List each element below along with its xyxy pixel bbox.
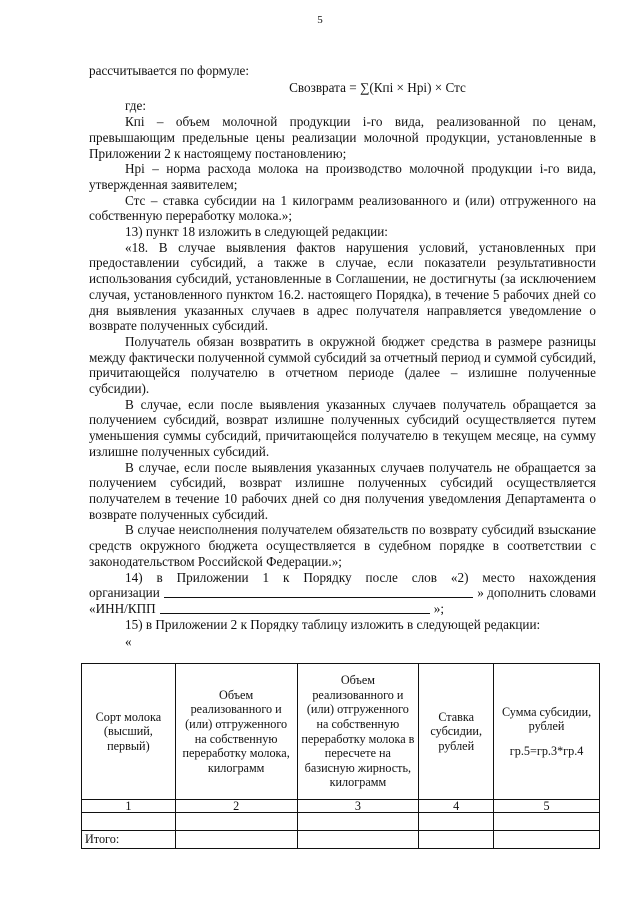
- definition-npi: Нрi – норма расхода молока на производство молочной продукции i-го вида, утвержденная заявителем;: [89, 161, 596, 192]
- table-empty-row: [82, 813, 600, 831]
- table-number-row: [82, 800, 600, 813]
- document-body: [89, 63, 596, 650]
- definition-kpi: Кпi – объем молочной продукции i-го вида, реализованной по ценам, превышающим предельные цены реализации молочной продукции, установленные в Приложении 2 к настоящему постановлению;: [89, 114, 596, 161]
- inn-kpp-label: «ИНН/КПП: [89, 600, 156, 616]
- header-milk-grade: Сорт молока (высший, первый): [82, 664, 176, 800]
- table-cell: [494, 813, 600, 831]
- col-number-5: 5: [494, 800, 600, 813]
- header-volume: Объем реализованного и (или) отгруженного на собственную переработку молока, килограмм: [175, 664, 297, 800]
- clause-18: «18. В случае выявления фактов нарушения условий, установленных при предоставлении субсидий, а также в случае, если показатели результативности использования субсидий, установленные в Соглашении, не достигнуты (за исключением случая, установленного пунктом 16.2. настоящего Порядка), в течение 5 рабочих дней со дня выявления указанных случаев в адрес получателя направляется уведомление о возврате полученных субсидий.: [89, 239, 596, 334]
- col-number-4: 4: [419, 800, 494, 813]
- subsidy-table: [81, 663, 600, 849]
- table-cell: [494, 831, 600, 849]
- table-cell: [297, 831, 419, 849]
- definition-stc: Стс – ставка субсидии на 1 килограмм реализованного и (или) отгруженного на собственную переработку молока.»;: [89, 192, 596, 224]
- header-sum-formula: гр.5=гр.3*гр.4: [509, 743, 584, 758]
- paragraph-obligated: Получатель обязан возвратить в окружной бюджет средства в размере разницы между фактически полученной суммой субсидий за отчетный период и суммой субсидий, причитающейся получателю в отчетном периоде (далее – излишне полученные субсидии).: [89, 333, 596, 397]
- quote-open: «: [125, 634, 132, 650]
- paragraph-not-applies: В случае, если после выявления указанных случаев получатель не обращается за получением субсидий, возврат излишне полученных субсидий осуществляется получателем в течение 10 рабочих дней со дня получения уведомления Департамента о возврате полученных субсидий.: [89, 459, 596, 522]
- table-cell: [82, 813, 176, 831]
- paragraph-failure: В случае неисполнения получателем обязательств по возврату субсидий взыскание средств окружного бюджета осуществляется в судебном порядке в соответствии с законодательством Российской Федерации.»;: [89, 522, 596, 569]
- organization-blank: [164, 597, 473, 598]
- table-cell: [175, 813, 297, 831]
- inn-kpp-suffix: »;: [433, 600, 444, 616]
- total-label: Итого:: [82, 831, 176, 849]
- col-number-2: 2: [175, 800, 297, 813]
- inn-kpp-blank: [160, 613, 430, 614]
- item-14-line-2: [89, 585, 596, 601]
- item-13: 13) пункт 18 изложить в следующей редакции:: [125, 224, 388, 240]
- header-rate: Ставка субсидии, рублей: [419, 664, 494, 800]
- table-total-row: [82, 831, 600, 849]
- item-14-line-1: 14) в Приложении 1 к Порядку после слов «2) место нахождения: [125, 569, 596, 585]
- table-cell: [175, 831, 297, 849]
- item-15: 15) в Приложении 2 к Порядку таблицу изложить в следующей редакции:: [125, 616, 541, 632]
- table-cell: [419, 831, 494, 849]
- table-cell: [419, 813, 494, 831]
- table-header-row: [82, 664, 600, 800]
- col-number-1: 1: [82, 800, 176, 813]
- where-label: где:: [125, 98, 146, 114]
- item-14-line-3: [89, 601, 444, 617]
- header-volume-base-fat: Объем реализованного и (или) отгруженного на собственную переработку молока в пересчете на базисную жирность, килограмм: [297, 664, 419, 800]
- formula: Cвозврата = ∑(Кпi × Нрi) × Стс: [289, 79, 466, 95]
- header-sum: [494, 664, 600, 800]
- organization-suffix: » дополнить словами: [477, 585, 596, 601]
- formula-intro: рассчитывается по формуле:: [89, 63, 250, 78]
- page-number: 5: [317, 14, 323, 26]
- col-number-3: 3: [297, 800, 419, 813]
- table-cell: [297, 813, 419, 831]
- header-sum-label: Сумма субсидии, рублей: [501, 704, 592, 734]
- paragraph-applies: В случае, если после выявления указанных случаев получатель обращается за получением субсидий, возврат излишне полученных субсидий осуществляется путем уменьшения суммы субсидий, причитающейся получателю в текущем месяце, на сумму излишне полученных субсидий.: [89, 396, 596, 459]
- organization-label: организации: [89, 585, 160, 601]
